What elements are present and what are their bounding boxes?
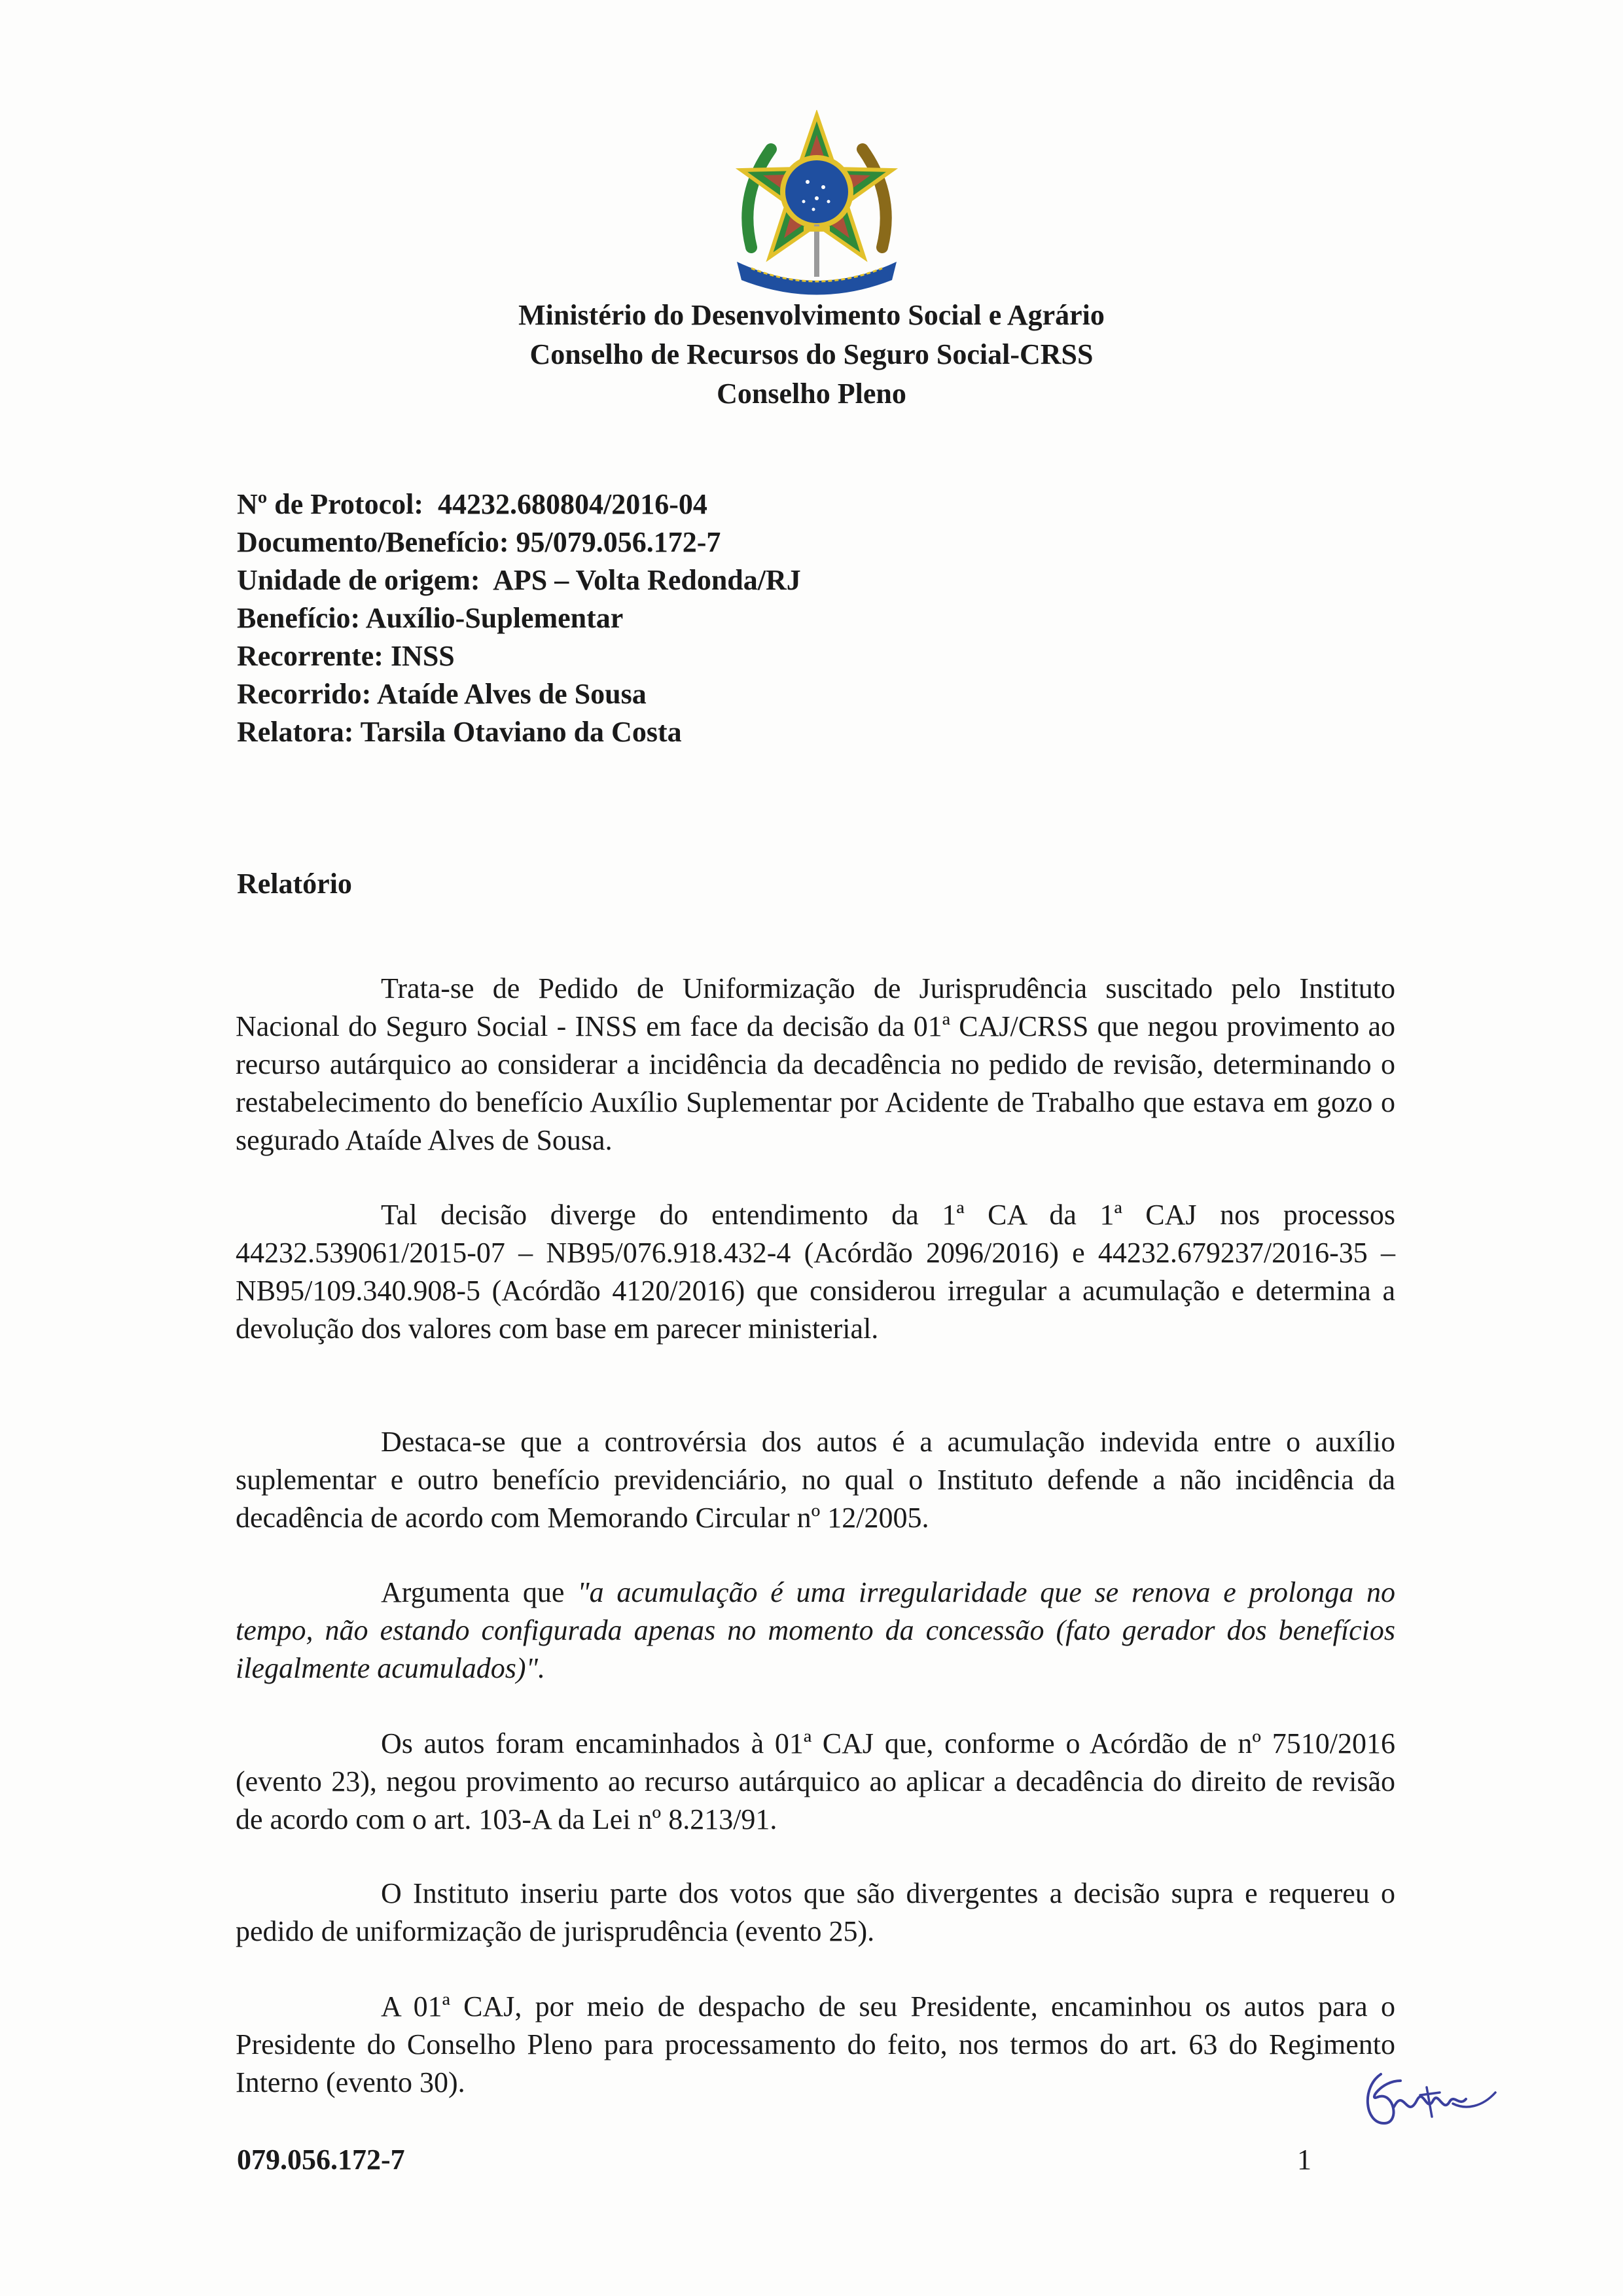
- origin-unit-row: [237, 561, 801, 599]
- benefit-label: Benefício:: [237, 602, 361, 634]
- paragraph-1: [236, 970, 1395, 1159]
- ministry-name: Ministério do Desenvolvimento Social e Agrário: [518, 299, 1105, 331]
- paragraph-text: Tal decisão diverge do entendimento da 1ª CA da 1ª CAJ nos processos 44232.539061/2015-07 – NB95/076.918.432-4 (Acórdão 2096/2016) e 44232.679237/2016-35 – NB95/109.340.908-5 (Acórdão 4120/2016) que considerou irregular a acumulação e determina a devolução dos valores com base em parecer ministerial.: [236, 1199, 1395, 1345]
- page-number: 1: [1297, 2144, 1311, 2176]
- paragraph-text: Os autos foram encaminhados à 01ª CAJ que, conforme o Acórdão de nº 7510/2016 (evento 23), negou provimento ao recurso autárquico ao aplicar a decadência do direito de revisão de acordo com o art. 103-A da Lei nº 8.213/91.: [236, 1727, 1395, 1835]
- origin-unit-label: Unidade de origem:: [237, 564, 480, 596]
- footer-process-number: 079.056.172-7: [237, 2144, 405, 2176]
- document-header: [0, 296, 1623, 414]
- appellant-value: INSS: [390, 640, 455, 672]
- appellant-label: Recorrente:: [237, 640, 383, 672]
- respondent-label: Recorrido:: [237, 678, 372, 710]
- rapporteur-label: Relatora:: [237, 716, 354, 748]
- paragraph-3: [236, 1423, 1395, 1537]
- protocol-label: Nº de Protocol:: [237, 488, 423, 520]
- benefit-row: [237, 599, 801, 637]
- document-value: 95/079.056.172-7: [516, 526, 721, 558]
- section-title: Relatório: [237, 868, 352, 900]
- protocol-row: [237, 486, 801, 523]
- paragraph-4: [236, 1574, 1395, 1687]
- protocol-value: 44232.680804/2016-04: [437, 488, 707, 520]
- paragraph-6: [236, 1875, 1395, 1951]
- rapporteur-value: Tarsila Otaviano da Costa: [360, 716, 682, 748]
- paragraph-text: A 01ª CAJ, por meio de despacho de seu Presidente, encaminhou os autos para o Presidente do Conselho Pleno para processamento do feito, nos termos do art. 63 do Regimento Interno (evento 30).: [236, 1990, 1395, 2098]
- respondent-row: [237, 675, 801, 713]
- council-name: Conselho de Recursos do Seguro Social-CRSS: [529, 338, 1094, 370]
- paragraph-7: [236, 1988, 1395, 2102]
- paragraph-5: [236, 1725, 1395, 1839]
- paragraph-2: [236, 1196, 1395, 1348]
- benefit-value: Auxílio-Suplementar: [365, 602, 624, 634]
- quoted-argument: "a acumulação é uma irregularidade que se renova e prolonga no tempo, não estando configurada apenas no momento da concessão (fato gerador dos benefícios ilegalmente acumulados)".: [236, 1576, 1396, 1684]
- paragraph-text: O Instituto inseriu parte dos votos que são divergentes a decisão supra e requereu o pedido de uniformização de jurisprudência (evento 25).: [236, 1877, 1395, 1947]
- document-row: [237, 523, 801, 561]
- rapporteur-row: [237, 713, 801, 751]
- case-metadata: [237, 486, 801, 751]
- appellant-row: [237, 637, 801, 675]
- origin-unit-value: APS – Volta Redonda/RJ: [493, 564, 801, 596]
- document-label: Documento/Benefício:: [237, 526, 509, 558]
- paragraph-lead: Argumenta que: [381, 1576, 565, 1608]
- respondent-value: Ataíde Alves de Sousa: [376, 678, 647, 710]
- council-division: Conselho Pleno: [717, 378, 906, 410]
- paragraph-text: [236, 1574, 1395, 1687]
- paragraph-text: Trata-se de Pedido de Uniformização de Jurisprudência suscitado pelo Instituto Nacional do Seguro Social - INSS em face da decisão da 01ª CAJ/CRSS que negou provimento ao recurso autárquico ao considerar a incidência da decadência no pedido de revisão, determinando o restabelecimento do benefício Auxílio Suplementar por Acidente de Trabalho que estava em gozo o segurado Ataíde Alves de Sousa.: [236, 972, 1395, 1156]
- paragraph-text: Destaca-se que a controvérsia dos autos é a acumulação indevida entre o auxílio suplementar e outro benefício previdenciário, no qual o Instituto defende a não incidência da decadência de acordo com Memorando Circular nº 12/2005.: [236, 1426, 1395, 1534]
- brazil-coat-of-arms-icon: [725, 110, 908, 300]
- handwritten-signature-icon: [1355, 2061, 1505, 2140]
